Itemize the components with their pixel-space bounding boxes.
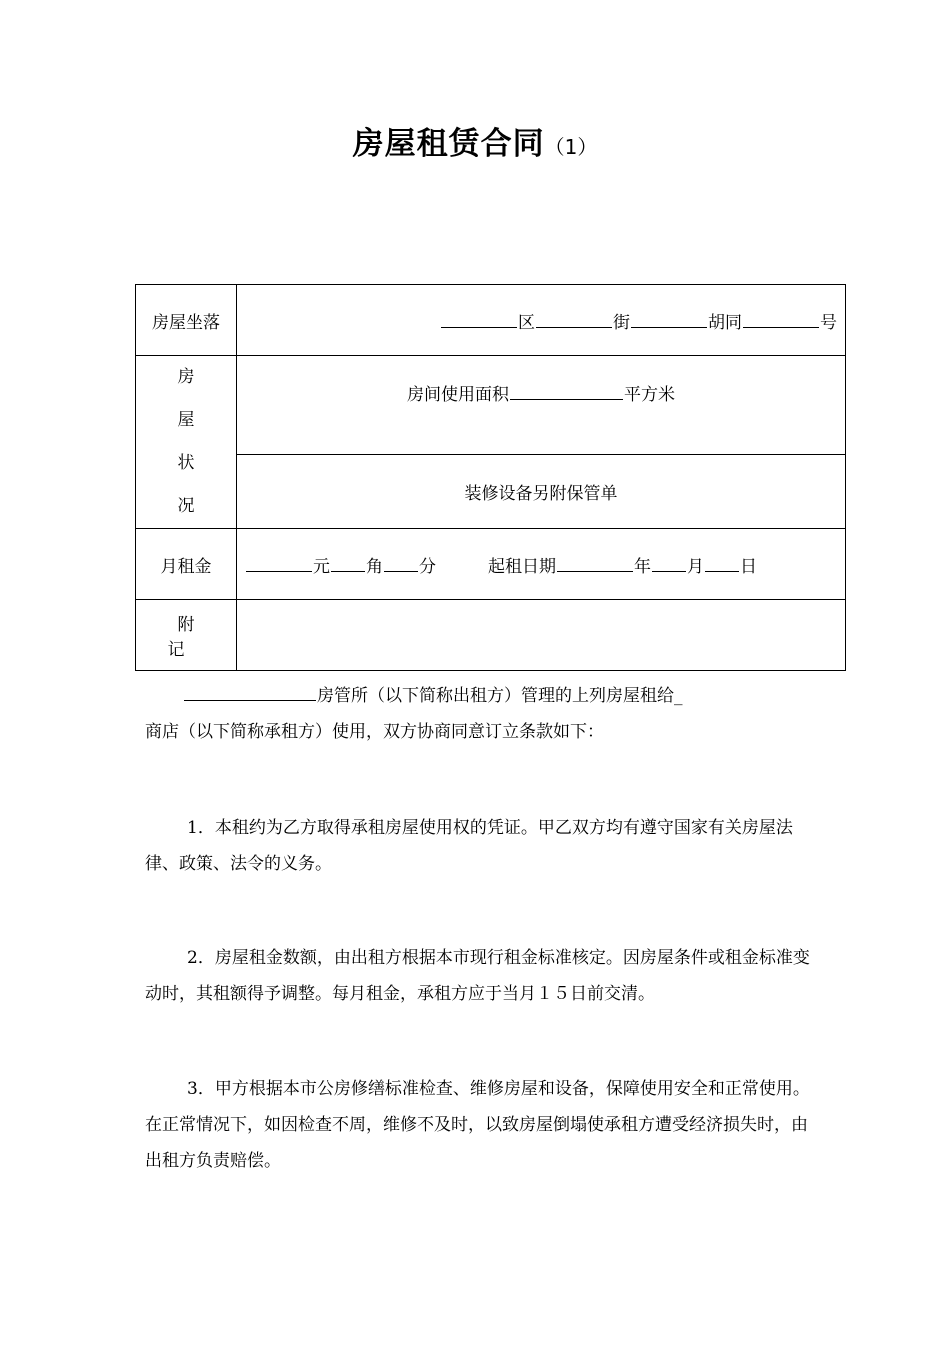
area-label: 房间使用面积 [407, 385, 509, 405]
street-blank[interactable] [536, 326, 612, 328]
rent-value [237, 529, 846, 600]
fen-text: 分 [419, 556, 436, 577]
rent-row [136, 529, 846, 600]
status-label-line1: 房 屋 [177, 367, 215, 430]
housing-office-blank[interactable] [184, 699, 316, 701]
document-title [0, 118, 950, 163]
fen-blank[interactable] [384, 570, 418, 572]
clause-2: 2．房屋租金数额，由出租方根据本市现行租金标准核定。因房屋条件或租金标准变动时，其租额得予调整。每月租金，承租方应于当月１５日前交清。 [145, 948, 810, 1004]
year-blank[interactable] [557, 570, 633, 572]
jiao-blank[interactable] [331, 570, 365, 572]
month-text: 月 [687, 556, 704, 577]
remarks-value[interactable] [237, 600, 846, 671]
property-info-table [135, 284, 846, 671]
status-label [136, 356, 237, 529]
decoration-value: 装修设备另附保管单 [237, 455, 846, 529]
district-text: 区 [518, 312, 535, 333]
location-label: 房屋坐落 [136, 285, 237, 356]
day-blank[interactable] [705, 570, 739, 572]
year-text: 年 [634, 556, 651, 577]
title-number: （1） [544, 135, 598, 159]
month-blank[interactable] [652, 570, 686, 572]
district-blank[interactable] [441, 326, 517, 328]
hutong-text: 胡同 [708, 312, 742, 333]
clause-1: 1．本租约为乙方取得承租房屋使用权的凭证。甲乙双方均有遵守国家有关房屋法律、政策、法令的义务。 [145, 818, 793, 874]
status-label-line2: 状 况 [177, 453, 215, 516]
title-main: 房屋租赁合同 [352, 126, 545, 162]
intro-line1: 房管所（以下简称出租方）管理的上列房屋租给_ [317, 686, 683, 706]
jiao-text: 角 [366, 556, 383, 577]
number-blank[interactable] [743, 326, 819, 328]
intro-paragraph [145, 678, 810, 750]
area-row [136, 356, 846, 455]
area-unit: 平方米 [624, 385, 675, 405]
location-value [237, 285, 846, 356]
start-date-label: 起租日期 [488, 556, 556, 577]
decoration-row [136, 455, 846, 529]
hutong-blank[interactable] [631, 326, 707, 328]
intro-line2: 商店（以下简称承租方）使用，双方协商同意订立条款如下： [145, 722, 604, 742]
remarks-label: 附 记 [167, 615, 215, 660]
remarks-row [136, 600, 846, 671]
number-text: 号 [820, 312, 837, 333]
yuan-text: 元 [313, 556, 330, 577]
clause-3: 3．甲方根据本市公房修缮标准检查、维修房屋和设备，保障使用安全和正常使用。在正常情况下，如因检查不周，维修不及时，以致房屋倒塌使承租方遭受经济损失时，由出租方负责赔偿。 [145, 1079, 810, 1171]
rent-label: 月租金 [136, 529, 237, 600]
day-text: 日 [740, 556, 757, 577]
yuan-blank[interactable] [246, 570, 312, 572]
area-value [237, 356, 846, 455]
street-text: 街 [613, 312, 630, 333]
location-row [136, 285, 846, 356]
area-blank[interactable] [510, 398, 623, 400]
